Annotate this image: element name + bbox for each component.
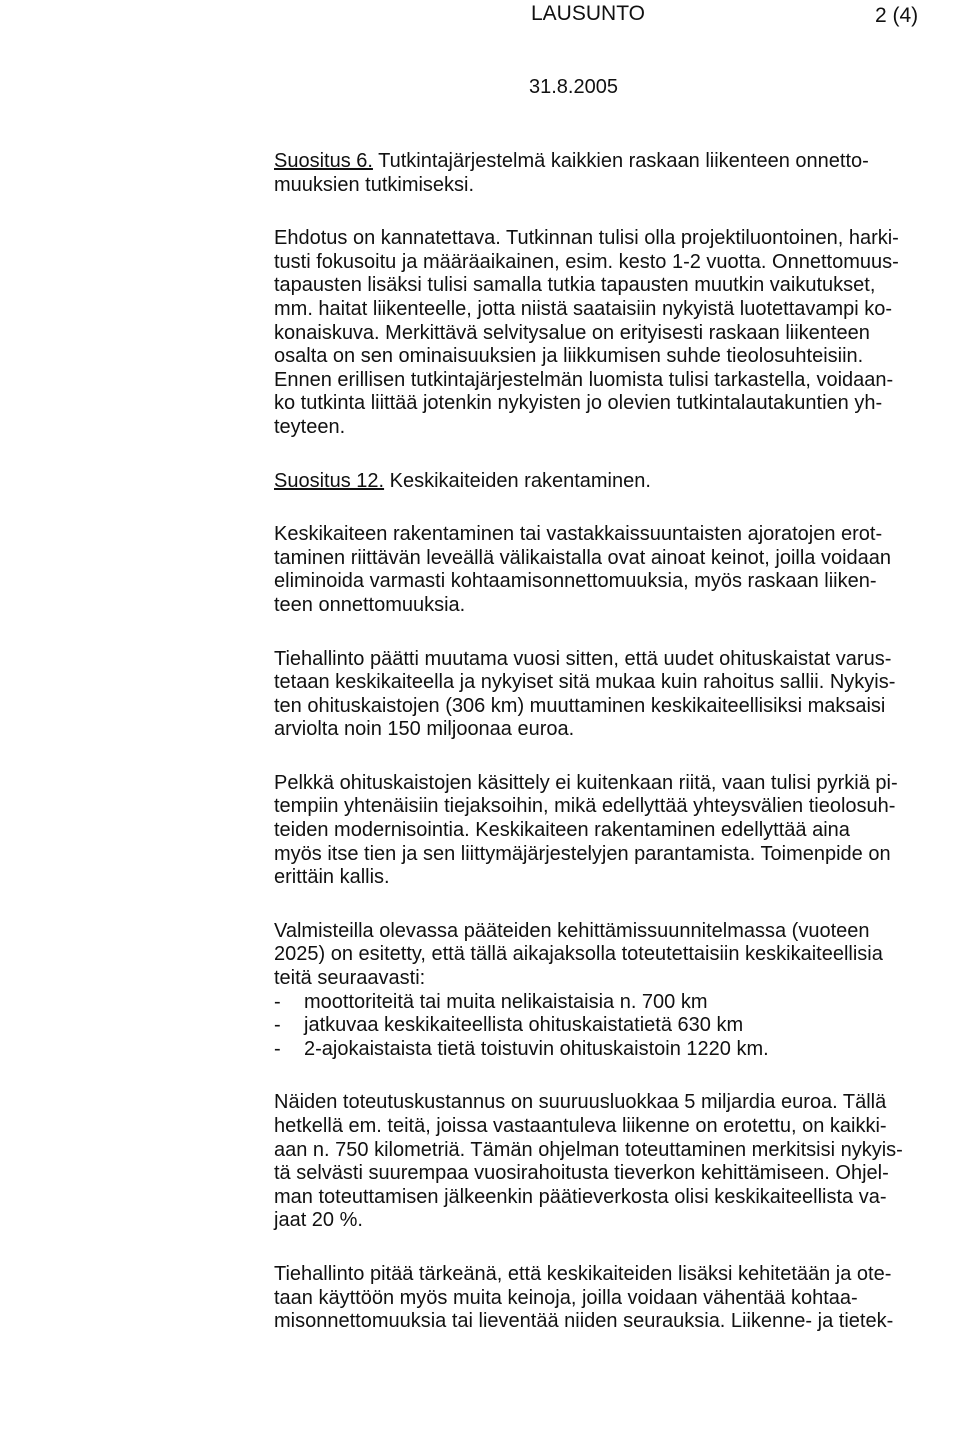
- paragraph: [274, 1091, 960, 1233]
- list-bullet: -: [274, 990, 281, 1013]
- page-number: 2 (4): [875, 4, 919, 27]
- recommendation-6-title-line2: muuksien tutkimiseksi.: [274, 173, 475, 196]
- text-line: mm. haitat liikenteelle, jotta niistä saataisiin nykyistä luotettavampi ko-: [274, 297, 893, 320]
- text-line: 2025) on esitetty, että tällä aikajaksolla toteutettaisiin keskikaiteellisia: [274, 943, 883, 966]
- document-date: 31.8.2005: [529, 76, 618, 98]
- recommendation-12-heading: [274, 470, 960, 494]
- text-line: misonnettomuuksia tai lieventää niiden seurauksia. Liikenne- ja tietek-: [274, 1310, 894, 1333]
- text-line: osalta on sen ominaisuuksien ja liikkumisen suhde tieolosuhteisiin.: [274, 345, 864, 368]
- text-line: Keskikaiteen rakentaminen tai vastakkaissuuntaisten ajoratojen erot-: [274, 523, 883, 546]
- text-line: Näiden toteutuskustannus on suuruusluokkaa 5 miljardia euroa. Tällä: [274, 1091, 887, 1114]
- text-line: tusti fokusoitu ja määräaikainen, esim. kesto 1-2 vuotta. Onnettomuus-: [274, 250, 899, 273]
- recommendation-12-title: Keskikaiteiden rakentaminen.: [389, 469, 651, 492]
- text-line: erittäin kallis.: [274, 866, 390, 889]
- recommendation-12-label: Suositus 12.: [274, 469, 385, 492]
- text-line: taminen riittävän leveällä välikaistalla ovat ainoat keinot, joilla voidaan: [274, 546, 892, 569]
- text-line: man toteuttamisen jälkeenkin päätieverkosta olisi keskikaiteellista va-: [274, 1185, 887, 1208]
- recommendation-6-heading: [274, 150, 960, 197]
- text-line: teiden modernisointia. Keskikaiteen rakentaminen edellyttää aina: [274, 819, 850, 842]
- text-line: aan n. 750 kilometriä. Tämän ohjelman toteuttaminen merkitsisi nykyis-: [274, 1138, 903, 1161]
- paragraph: [274, 772, 960, 890]
- text-line: eliminoida varmasti kohtaamisonnettomuuksia, myös raskaan liiken-: [274, 570, 877, 593]
- text-line: konaiskuva. Merkittävä selvitysalue on erityisesti raskaan liikenteen: [274, 321, 870, 344]
- text-line: ten ohituskaistojen (306 km) muuttaminen keskikaiteellisiksi maksaisi: [274, 694, 886, 717]
- list-item: - 2-ajokaistaista tietä toistuvin ohituskaistoin 1220 km.: [274, 1037, 769, 1060]
- text-line: arviolta noin 150 miljoonaa euroa.: [274, 718, 575, 741]
- paragraph: [274, 648, 960, 742]
- paragraph: [274, 1263, 960, 1334]
- text-line: Pelkkä ohituskaistojen käsittely ei kuitenkaan riitä, vaan tulisi pyrkiä pi-: [274, 771, 898, 794]
- text-line: teitä seuraavasti:: [274, 967, 426, 990]
- text-line: ko tutkinta liittää jotenkin nykyisten jo olevien tutkintalautakuntien yh-: [274, 392, 883, 415]
- list-bullet: -: [274, 1014, 281, 1037]
- recommendation-6-label: Suositus 6.: [274, 150, 373, 172]
- text-line: jaat 20 %.: [274, 1209, 363, 1232]
- recommendation-6-body: [274, 227, 960, 439]
- text-line: taan käyttöön myös muita keinoja, joilla voidaan vähentää kohtaa-: [274, 1286, 858, 1309]
- text-line: Tiehallinto pitää tärkeänä, että keskikaiteiden lisäksi kehitetään ja ote-: [274, 1262, 892, 1285]
- text-line: tetaan keskikaiteella ja nykyiset sitä mukaa kuin rahoitus sallii. Nykyis-: [274, 671, 896, 694]
- road-type-list: [274, 991, 960, 1062]
- list-bullet: -: [274, 1037, 281, 1060]
- text-line: Ennen erillisen tutkintajärjestelmän luomista tulisi tarkastella, voidaan-: [274, 368, 894, 391]
- text-line: Ehdotus on kannatettava. Tutkinnan tulisi olla projektiluontoinen, harki-: [274, 227, 899, 250]
- text-line: tempiin yhtenäisiin tiejaksoihin, mikä edellyttää yhteysvälien tieolosuh-: [274, 795, 896, 818]
- text-line: hetkellä em. teitä, joissa vastaantuleva liikenne on erotettu, on kaikki-: [274, 1115, 887, 1137]
- text-line: tä selvästi suurempaa vuosirahoitusta tieverkon kehittämiseen. Ohjel-: [274, 1162, 889, 1185]
- paragraph: [274, 523, 960, 617]
- document-type: LAUSUNTO: [531, 2, 645, 25]
- list-item: - moottoriteitä tai muita nelikaistaisia n. 700 km: [274, 990, 708, 1013]
- list-item: - jatkuvaa keskikaiteellista ohituskaistatietä 630 km: [274, 1014, 744, 1037]
- text-line: myös itse tien ja sen liittymäjärjestelyjen parantamista. Toimenpide on: [274, 842, 891, 865]
- paragraph: [274, 920, 960, 1062]
- document-body: [274, 150, 960, 1364]
- text-line: teyteen.: [274, 415, 346, 438]
- recommendation-6-title-line1: Tutkintajärjestelmä kaikkien raskaan liikenteen onnetto-: [378, 150, 869, 172]
- text-line: tapausten lisäksi tulisi samalla tutkia tapausten muutkin vaikutukset,: [274, 274, 876, 297]
- text-line: Tiehallinto päätti muutama vuosi sitten, että uudet ohituskaistat varus-: [274, 647, 892, 670]
- text-line: Valmisteilla olevassa pääteiden kehittämissuunnitelmassa (vuoteen: [274, 919, 870, 942]
- text-line: teen onnettomuuksia.: [274, 593, 466, 616]
